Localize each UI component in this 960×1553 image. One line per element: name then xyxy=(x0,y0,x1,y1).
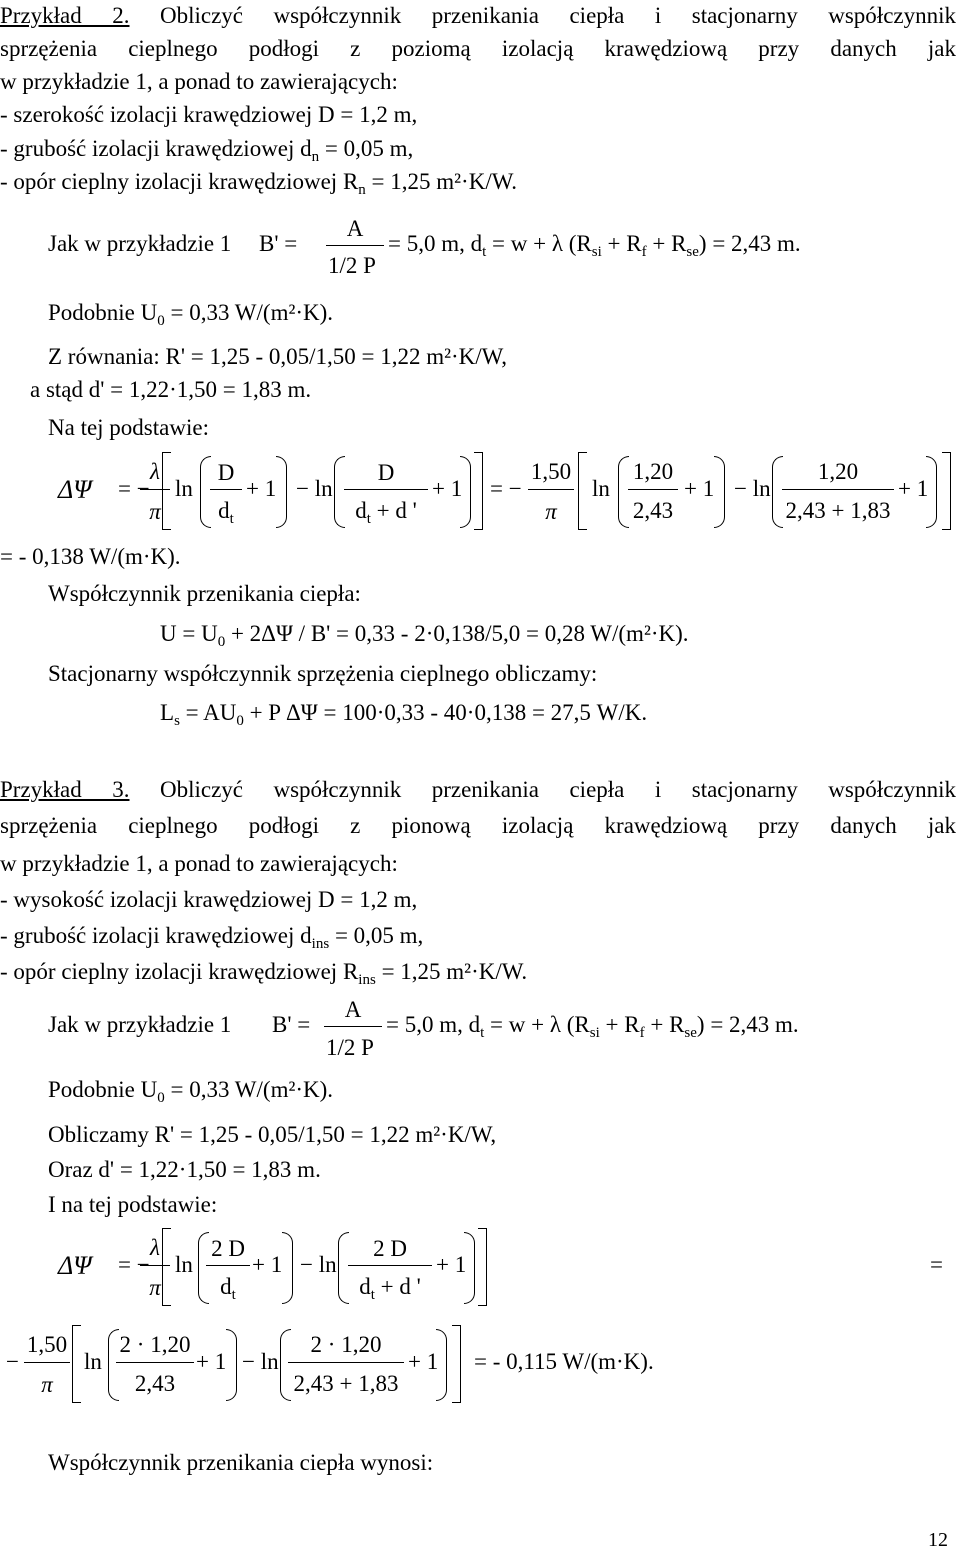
ex3-pi: π xyxy=(149,1275,161,1300)
ex3-2D2-bar xyxy=(348,1265,432,1266)
ex3-dt-result: ) = 2,43 m. xyxy=(696,1012,799,1037)
ex3-inatej: I na tej podstawie: xyxy=(48,1192,218,1217)
ex3-lambda: λ xyxy=(150,1235,160,1260)
ex2-wsp-label: Współczynnik przenikania ciepła: xyxy=(48,581,361,606)
ex3-bracket2-right xyxy=(452,1325,461,1403)
ex3-plus1b: + 1 xyxy=(436,1252,467,1277)
ex2-astad: a stąd d' = 1,22·1,50 = 1,83 m. xyxy=(30,377,312,402)
ex2-dt2-d: d xyxy=(355,498,367,523)
ex2-pi2: π xyxy=(545,499,557,524)
ex2-243a: 2,43 xyxy=(632,498,674,523)
ex2-ln4: ln xyxy=(752,476,771,501)
ex2-natej: Na tej podstawie: xyxy=(48,415,209,440)
ex3-plus1d: + 1 xyxy=(408,1349,439,1374)
ex2-minus-ln2: − ln xyxy=(296,476,333,501)
ex3-frac-bar xyxy=(324,1026,382,1027)
ex3-podobnie xyxy=(48,1077,334,1106)
ex2-u-formula-post: + 2ΔΨ / B' = 0,33 - 2·0,138/5,0 = 0,28 W/(m²·K). xyxy=(225,621,689,646)
ex3-bracket-left xyxy=(162,1228,171,1306)
ex3-ln3: ln xyxy=(84,1349,102,1374)
ex3-rf-pre: + R xyxy=(599,1012,640,1037)
ex2-plus1a: + 1 xyxy=(246,476,277,501)
ex3-ln4: ln xyxy=(260,1349,279,1374)
ex3-dt2-sub: t xyxy=(370,1287,375,1303)
ex3-bullet2 xyxy=(0,923,424,952)
ex3-150-bar xyxy=(24,1362,70,1363)
ex3-rse: se xyxy=(684,1025,697,1041)
ex3-dt1-sub: t xyxy=(231,1287,236,1303)
ex2-podobnie xyxy=(48,300,334,329)
ex3-2D2: 2 D xyxy=(373,1236,407,1261)
ex2-150-bar xyxy=(528,489,574,490)
ex2-ls-sub: s xyxy=(174,713,180,729)
ex3-dt1 xyxy=(206,1274,250,1303)
ex2-line1 xyxy=(0,4,956,27)
ex2-rse: se xyxy=(686,244,699,260)
ex3-2120b-bar xyxy=(288,1362,404,1363)
ex2-bprime: B' = xyxy=(259,231,298,256)
ex3-b3-sub: ins xyxy=(358,972,376,988)
ex2-rf-pre: + R xyxy=(601,231,642,256)
ex3-minus: − xyxy=(6,1349,19,1374)
ex3-rsi: si xyxy=(589,1025,600,1041)
ex2-plus1c: + 1 xyxy=(684,476,715,501)
ex3-line2: sprzężenia cieplnego podłogi z pionową izolacją krawędziową przy danych jak xyxy=(0,813,956,838)
ex3-u0-val: = 0,33 W/(m²·K). xyxy=(164,1077,334,1102)
ex2-paren4-right xyxy=(926,456,937,528)
ex2-eq-sign2: = − xyxy=(490,476,522,501)
ex2-dt1-d: d xyxy=(218,498,230,523)
ex2-rsi: si xyxy=(591,244,602,260)
ex3-dt-expr: = w + λ (R xyxy=(490,1012,590,1037)
ex3-dp: + d ' xyxy=(380,1274,421,1299)
ex2-paren2-right xyxy=(460,456,471,528)
ex3-bullet1: - wysokość izolacji krawędziowej D = 1,2 m, xyxy=(0,887,418,912)
ex3-b2-pre: - grubość izolacji krawędziowej d xyxy=(0,923,312,948)
ex2-line3: w przykładzie 1, a ponad to zawierających: xyxy=(0,69,398,94)
ex3-bullet3 xyxy=(0,959,528,988)
ex2-dpsi: ΔΨ xyxy=(58,475,92,504)
ex3-paren3-right xyxy=(226,1329,237,1401)
ex3-minus-ln4: − ln xyxy=(242,1349,279,1374)
ex3-eq-sign-end: = xyxy=(930,1252,943,1277)
ex3-oblicz: Obliczamy R' = 1,25 - 0,05/1,50 = 1,22 m²·K/W, xyxy=(48,1122,497,1147)
ex3-2120a-bar xyxy=(116,1362,194,1363)
ex2-dt-expr: = w + λ (R xyxy=(492,231,592,256)
ex2-minus-ln4: − ln xyxy=(734,476,771,501)
ex3-result: = - 0,115 W/(m·K). xyxy=(474,1349,654,1374)
ex2-bracket2-left xyxy=(578,452,587,530)
ex3-pi2: π xyxy=(41,1372,53,1397)
ex2-frac-num: A xyxy=(346,216,364,241)
ex2-heading: Przykład 2. xyxy=(0,3,130,28)
ex2-stac-label: Stacjonarny współczynnik sprzężenia cieplnego obliczamy: xyxy=(48,661,598,686)
ex3-plus1c: + 1 xyxy=(196,1349,227,1374)
ex3-bprime: B' = xyxy=(272,1012,311,1037)
ex3-2120a: 2 · 1,20 xyxy=(119,1332,191,1357)
ex2-bracket2-right xyxy=(942,452,951,530)
page-number: 12 xyxy=(928,1529,948,1551)
ex2-paren3-right xyxy=(714,456,725,528)
ex3-2120b: 2 · 1,20 xyxy=(310,1332,382,1357)
ex2-plus1d: + 1 xyxy=(898,476,929,501)
ex2-bval-sub: t xyxy=(482,244,487,260)
ex2-b2-pre: - grubość izolacji krawędziowej d xyxy=(0,136,312,161)
ex2-dt-result: ) = 2,43 m. xyxy=(698,231,801,256)
ex3-dt2-d: d xyxy=(359,1274,371,1299)
ex3-bval-sub: t xyxy=(480,1025,485,1041)
ex2-rf: f xyxy=(641,244,647,260)
ex2-bval xyxy=(388,231,801,260)
ex3-rse-pre: + R xyxy=(644,1012,685,1037)
ex2-line2: sprzężenia cieplnego podłogi z poziomą izolacją krawędziową przy danych jak xyxy=(0,36,956,61)
ex3-bval-text: = 5,0 m, d xyxy=(386,1012,481,1037)
ex2-lambda: λ xyxy=(150,459,160,484)
ex2-line1-text: Obliczyć współczynnik przenikania ciepła i stacjonarny współczynnik xyxy=(159,3,956,28)
ex2-ln2: ln xyxy=(314,476,333,501)
ex3-ln1: ln xyxy=(175,1252,193,1277)
ex3-150: 1,50 xyxy=(26,1332,68,1357)
ex3-dt2 xyxy=(348,1274,432,1303)
ex2-dt1-sub: t xyxy=(229,511,234,527)
ex2-u0-sub: 0 xyxy=(157,313,165,329)
ex3-heading: Przykład 3. xyxy=(0,777,130,802)
ex3-frac-num: A xyxy=(344,997,362,1022)
ex2-120a: 1,20 xyxy=(632,459,674,484)
ex3-243183: 2,43 + 1,83 xyxy=(293,1371,399,1396)
ex2-ls-formula xyxy=(160,700,648,729)
ex2-bracket-right xyxy=(474,452,483,530)
ex3-bracket-right xyxy=(478,1228,487,1306)
ex2-eq-sign1: = − xyxy=(118,476,150,501)
ex2-D2-bar xyxy=(344,489,428,490)
ex3-2D1: 2 D xyxy=(211,1236,245,1261)
ex3-plus1a: + 1 xyxy=(252,1252,283,1277)
ex2-120b-bar xyxy=(782,489,894,490)
ex2-result: = - 0,138 W/(m·K). xyxy=(0,544,181,569)
ex2-dt2 xyxy=(344,498,428,527)
ex2-D1: D xyxy=(217,460,235,485)
ex2-120a-bar xyxy=(628,489,678,490)
ex2-ls-pre: L xyxy=(160,700,175,725)
ex2-D1-bar xyxy=(210,489,242,490)
ex3-eq-sign1: = − xyxy=(118,1252,150,1277)
ex3-line1 xyxy=(0,778,956,801)
ex2-paren1-right xyxy=(276,456,287,528)
ex2-150: 1,50 xyxy=(530,459,572,484)
ex3-oraz: Oraz d' = 1,22·1,50 = 1,83 m. xyxy=(48,1157,321,1182)
ex3-u0-sub: 0 xyxy=(157,1090,165,1106)
ex2-bval-text: = 5,0 m, d xyxy=(388,231,483,256)
ex3-paren4-right xyxy=(436,1329,447,1401)
ex2-dp: + d ' xyxy=(376,498,417,523)
ex2-ls-sub0: 0 xyxy=(236,713,244,729)
ex3-final: Współczynnik przenikania ciepła wynosi: xyxy=(48,1450,434,1475)
ex2-bullet2 xyxy=(0,136,414,165)
ex2-bracket-left xyxy=(162,452,171,530)
ex2-b2-sub: n xyxy=(311,149,320,165)
ex2-frac-bar xyxy=(326,245,384,246)
ex3-minus-ln2: − ln xyxy=(300,1252,337,1277)
ex3-jak: Jak w przykładzie 1 xyxy=(48,1012,232,1037)
ex3-podobnie-text: Podobnie U xyxy=(48,1077,158,1102)
ex2-ln3: ln xyxy=(592,476,610,501)
ex2-dt2-sub: t xyxy=(366,511,371,527)
ex2-frac-den: 1/2 P xyxy=(328,253,376,278)
ex2-u0-val: = 0,33 W/(m²·K). xyxy=(164,300,334,325)
ex3-2D1-bar xyxy=(206,1265,250,1266)
ex2-u-formula-sub: 0 xyxy=(217,634,226,650)
ex3-frac-den: 1/2 P xyxy=(326,1035,374,1060)
ex2-u-formula-pre: U = U xyxy=(160,621,218,646)
ex2-dt1 xyxy=(210,498,242,527)
ex2-b3-post: = 1,25 m²·K/W. xyxy=(365,169,518,194)
ex2-ln1: ln xyxy=(175,476,193,501)
ex3-dpsi: ΔΨ xyxy=(58,1251,92,1280)
ex2-ls-post: + P ΔΨ = 100·0,33 - 40·0,138 = 27,5 W/K. xyxy=(243,700,648,725)
ex3-dt1-d: d xyxy=(220,1274,232,1299)
ex3-paren2-right xyxy=(464,1232,475,1304)
ex3-ln2: ln xyxy=(318,1252,337,1277)
ex3-bval xyxy=(386,1012,799,1041)
ex2-pi: π xyxy=(149,499,161,524)
ex2-jak: Jak w przykładzie 1 xyxy=(48,231,232,256)
ex2-bullet3 xyxy=(0,169,518,198)
ex2-120b: 1,20 xyxy=(817,459,859,484)
ex2-u-formula xyxy=(160,621,689,650)
ex3-b3-post: = 1,25 m²·K/W. xyxy=(375,959,528,984)
ex3-243a: 2,43 xyxy=(134,1371,176,1396)
ex2-zrownania: Z równania: R' = 1,25 - 0,05/1,50 = 1,22 m²·K/W, xyxy=(48,344,508,369)
ex2-ls-mid: = AU xyxy=(179,700,237,725)
ex3-line1-text: Obliczyć współczynnik przenikania ciepła i stacjonarny współczynnik xyxy=(159,777,956,802)
ex3-b2-sub: ins xyxy=(311,936,330,952)
ex2-b3-pre: - opór cieplny izolacji krawędziowej R xyxy=(0,169,359,194)
ex2-rse-pre: + R xyxy=(646,231,687,256)
ex2-243183: 2,43 + 1,83 xyxy=(785,498,891,523)
ex3-rf: f xyxy=(639,1025,645,1041)
ex3-paren1-right xyxy=(282,1232,293,1304)
ex2-b3-sub: n xyxy=(358,182,366,198)
ex2-D2: D xyxy=(377,460,395,485)
ex3-bracket2-left xyxy=(72,1325,81,1403)
ex3-b2-post: = 0,05 m, xyxy=(329,923,424,948)
ex2-plus1b: + 1 xyxy=(432,476,463,501)
ex3-line3: w przykładzie 1, a ponad to zawierających: xyxy=(0,851,398,876)
ex2-bullet1: - szerokość izolacji krawędziowej D = 1,2 m, xyxy=(0,102,418,127)
ex2-podobnie-text: Podobnie U xyxy=(48,300,158,325)
ex3-b3-pre: - opór cieplny izolacji krawędziowej R xyxy=(0,959,359,984)
ex2-b2-post: = 0,05 m, xyxy=(319,136,414,161)
